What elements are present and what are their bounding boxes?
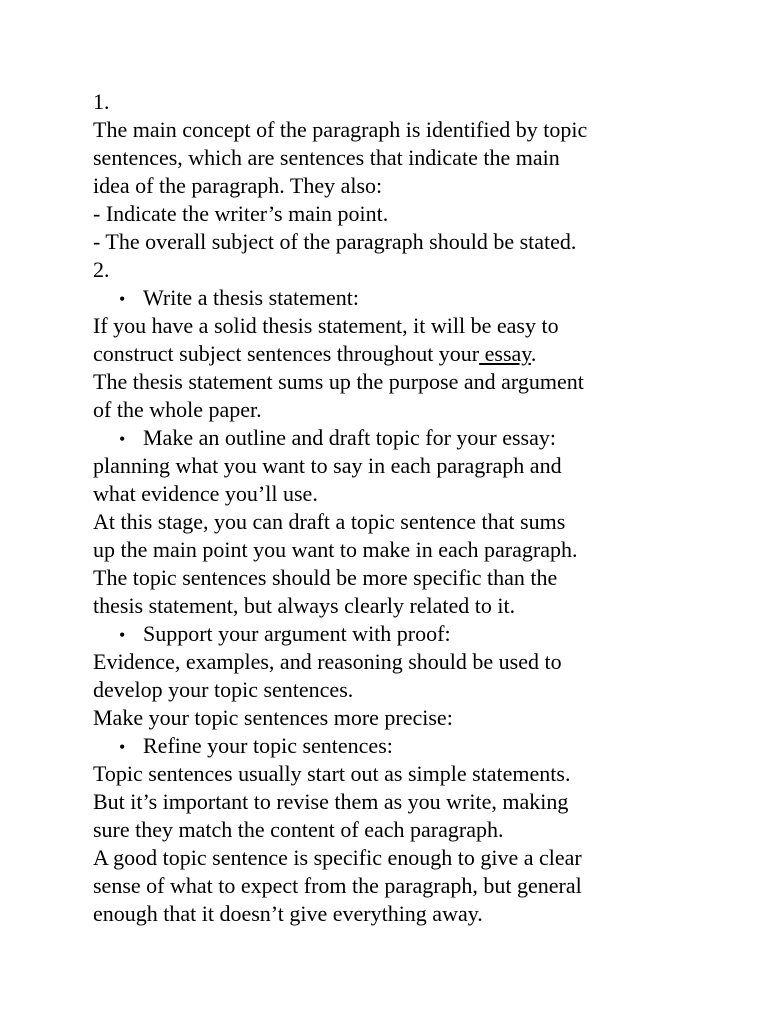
body-line: sure they match the content of each paragraph.	[93, 817, 504, 842]
body-line: - Indicate the writer’s main point.	[93, 201, 389, 226]
bullet-item	[93, 732, 753, 760]
body-line: up the main point you want to make in each paragraph.	[93, 537, 578, 562]
bullet-item	[93, 424, 753, 452]
body-line: If you have a solid thesis statement, it will be easy to	[93, 313, 559, 338]
document-page	[93, 88, 753, 928]
body-line: what evidence you’ll use.	[93, 481, 318, 506]
body-line: The topic sentences should be more specific than the	[93, 565, 558, 590]
bullet-text: Refine your topic sentences:	[143, 733, 393, 758]
body-line: of the whole paper.	[93, 397, 262, 422]
body-line: thesis statement, but always clearly related to it.	[93, 593, 516, 618]
bullet-item	[93, 620, 753, 648]
body-line: Topic sentences usually start out as simple statements.	[93, 761, 571, 786]
body-line: sense of what to expect from the paragraph, but general	[93, 873, 582, 898]
body-line: At this stage, you can draft a topic sentence that sums	[93, 509, 566, 534]
body-line: Evidence, examples, and reasoning should be used to	[93, 649, 562, 674]
body-line: enough that it doesn’t give everything away.	[93, 901, 483, 926]
bullet-icon: •	[119, 289, 126, 309]
body-line: idea of the paragraph. They also:	[93, 173, 383, 198]
bullet-icon: •	[119, 737, 126, 757]
bullet-text: Support your argument with proof:	[143, 621, 451, 646]
body-line: Make your topic sentences more precise:	[93, 705, 453, 730]
bullet-text: Make an outline and draft topic for your essay:	[143, 425, 556, 450]
body-line: sentences, which are sentences that indicate the main	[93, 145, 560, 170]
body-line	[93, 340, 753, 368]
bullet-icon: •	[119, 625, 126, 645]
body-line: But it’s important to revise them as you write, making	[93, 789, 569, 814]
body-line: planning what you want to say in each paragraph and	[93, 453, 562, 478]
bullet-item	[93, 284, 753, 312]
section-number-1: 1.	[93, 89, 110, 114]
essay-link[interactable]: essay	[479, 341, 531, 366]
body-line: The main concept of the paragraph is identified by topic	[93, 117, 588, 142]
body-line: A good topic sentence is specific enough to give a clear	[93, 845, 582, 870]
body-text: construct subject sentences throughout your	[93, 341, 480, 366]
section-number-2: 2.	[93, 257, 110, 282]
bullet-icon: •	[119, 429, 126, 449]
body-text: .	[530, 341, 537, 366]
body-line: The thesis statement sums up the purpose and argument	[93, 369, 584, 394]
bullet-text: Write a thesis statement:	[143, 285, 359, 310]
body-line: - The overall subject of the paragraph should be stated.	[93, 229, 577, 254]
body-line: develop your topic sentences.	[93, 677, 354, 702]
